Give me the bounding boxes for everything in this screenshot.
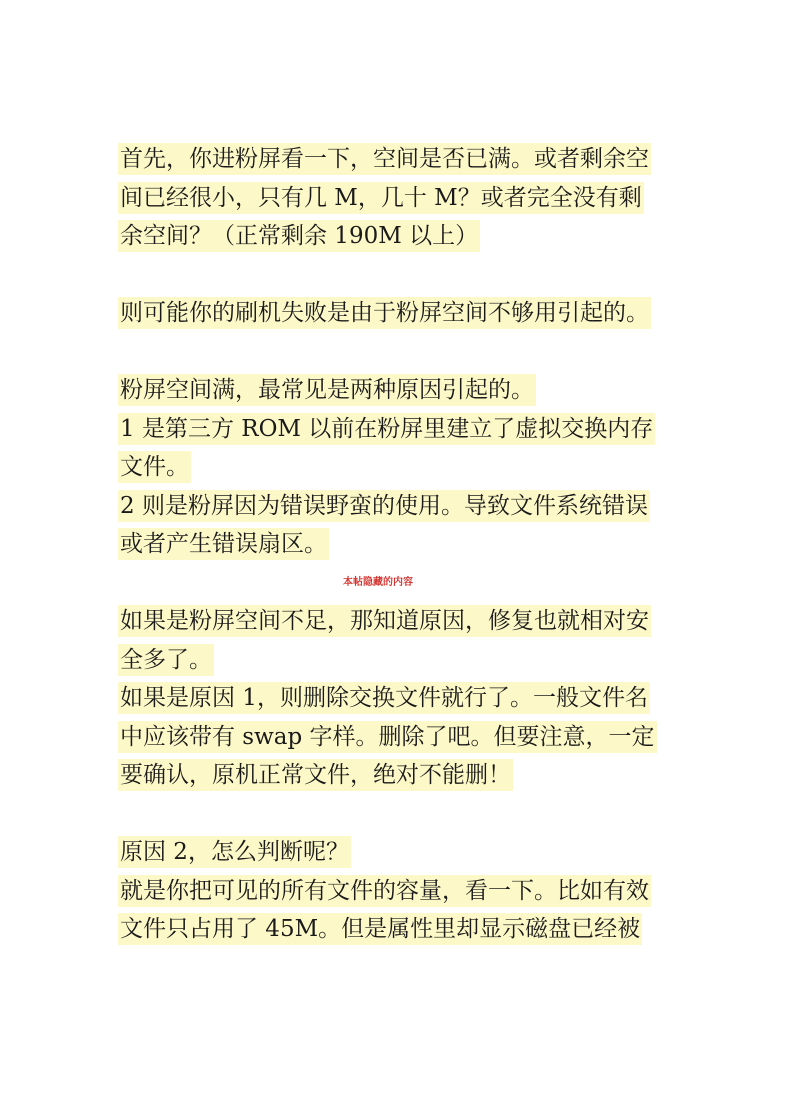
highlighted-text: 或者产生错误扇区。 xyxy=(118,528,329,560)
text-line xyxy=(118,833,678,872)
blank-line xyxy=(118,795,678,834)
text-line xyxy=(118,756,678,795)
highlighted-text: 余空间？（正常剩余 190M 以上） xyxy=(118,220,480,252)
highlighted-text: 如果是粉屏空间不足，那知道原因，修复也就相对安 xyxy=(118,605,651,637)
text-line xyxy=(118,525,678,564)
highlighted-text: 粉屏空间满，最常见是两种原因引起的。 xyxy=(118,374,536,406)
text-line xyxy=(118,641,678,680)
highlighted-text: 则可能你的刷机失败是由于粉屏空间不够用引起的。 xyxy=(118,297,651,329)
blank-line xyxy=(118,256,678,295)
highlighted-text: 1 是第三方 ROM 以前在粉屏里建立了虚拟交换内存 xyxy=(118,413,655,445)
text-line xyxy=(118,448,678,487)
text-line xyxy=(118,872,678,911)
text-line xyxy=(118,602,678,641)
highlighted-text: 中应该带有 swap 字样。删除了吧。但要注意，一定 xyxy=(118,721,657,753)
text-line xyxy=(118,487,678,526)
text-line xyxy=(118,910,678,949)
highlighted-text: 文件。 xyxy=(118,451,191,483)
highlighted-text: 文件只占用了 45M。但是属性里却显示磁盘已经被 xyxy=(118,913,642,945)
highlighted-text: 首先，你进粉屏看一下，空间是否已满。或者剩余空 xyxy=(118,143,651,175)
highlighted-text: 原因 2，怎么判断呢？ xyxy=(118,836,351,868)
highlighted-text: 就是你把可见的所有文件的容量，看一下。比如有效 xyxy=(118,875,651,907)
text-line xyxy=(118,371,678,410)
text-line xyxy=(118,179,678,218)
highlighted-text: 全多了。 xyxy=(118,644,214,676)
text-line xyxy=(118,140,678,179)
article-body xyxy=(118,140,678,949)
highlighted-text: 如果是原因 1，则删除交换文件就行了。一般文件名 xyxy=(118,682,650,714)
highlighted-text: 间已经很小，只有几 M，几十 M？或者完全没有剩 xyxy=(118,182,644,214)
text-line xyxy=(118,410,678,449)
text-line xyxy=(118,217,678,256)
text-line xyxy=(118,679,678,718)
highlighted-text: 2 则是粉屏因为错误野蛮的使用。导致文件系统错误 xyxy=(118,490,650,522)
text-line xyxy=(118,294,678,333)
hidden-content-label: 本帖隐藏的内容 xyxy=(343,576,413,588)
text-line xyxy=(118,718,678,757)
blank-line xyxy=(118,333,678,372)
highlighted-text: 要确认，原机正常文件，绝对不能删！ xyxy=(118,759,513,791)
